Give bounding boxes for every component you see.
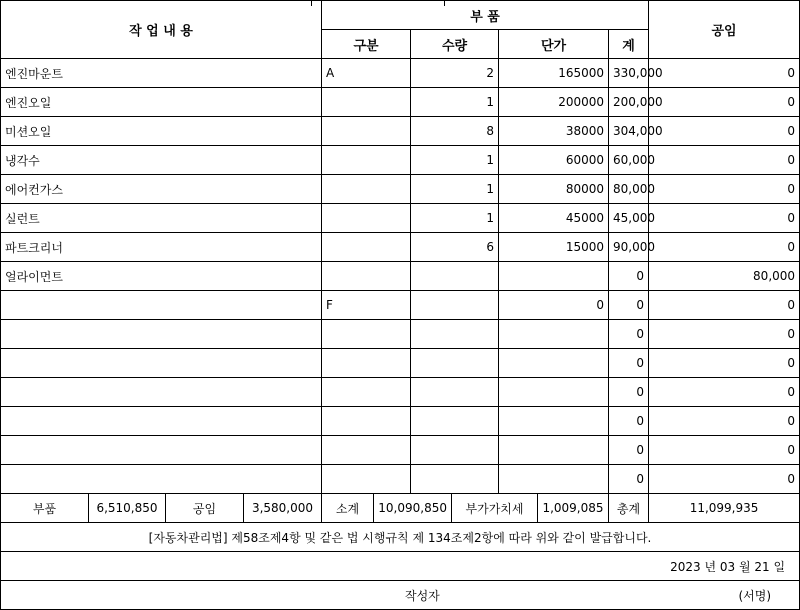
table-row bbox=[1, 146, 800, 175]
summary-row bbox=[1, 494, 800, 523]
item-unit-price-cell: 200000 bbox=[499, 88, 609, 117]
item-unit-price-cell bbox=[499, 465, 609, 494]
summary-vat-label: 부가가치세 bbox=[452, 494, 538, 523]
item-total-cell: 0 bbox=[609, 436, 649, 465]
item-labor-cell: 0 bbox=[649, 320, 800, 349]
item-labor-cell: 0 bbox=[649, 436, 800, 465]
item-labor-cell: 0 bbox=[649, 291, 800, 320]
item-type-cell bbox=[322, 233, 411, 262]
item-qty-cell: 1 bbox=[411, 175, 499, 204]
item-type-cell bbox=[322, 117, 411, 146]
table-row bbox=[1, 378, 800, 407]
item-unit-price-cell bbox=[499, 407, 609, 436]
item-qty-cell: 2 bbox=[411, 59, 499, 88]
item-name-cell: 엔진마운트 bbox=[1, 59, 322, 88]
item-name-cell: 냉각수 bbox=[1, 146, 322, 175]
item-type-cell bbox=[322, 262, 411, 291]
item-total-cell: 60,000 bbox=[609, 146, 649, 175]
summary-subtotal-label: 소계 bbox=[322, 494, 374, 523]
table-row bbox=[1, 291, 800, 320]
type-header: 구분 bbox=[322, 30, 411, 59]
item-total-cell: 200,000 bbox=[609, 88, 649, 117]
summary-parts-value: 6,510,850 bbox=[89, 494, 166, 523]
item-labor-cell: 0 bbox=[649, 117, 800, 146]
item-type-cell bbox=[322, 146, 411, 175]
item-name-cell: 얼라이먼트 bbox=[1, 262, 322, 291]
item-unit-price-cell: 80000 bbox=[499, 175, 609, 204]
item-total-cell: 0 bbox=[609, 262, 649, 291]
signature-line bbox=[5, 581, 795, 609]
legal-note-row bbox=[1, 523, 800, 552]
item-type-cell bbox=[322, 378, 411, 407]
labor-header: 공임 bbox=[649, 1, 800, 59]
item-name-cell bbox=[1, 436, 322, 465]
table-row bbox=[1, 233, 800, 262]
item-name-cell bbox=[1, 291, 322, 320]
legal-note: [자동차관리법] 제58조제4항 및 같은 법 시행규칙 제 134조제2항에 따라 위와 같이 발급합니다. bbox=[1, 523, 800, 552]
signature-row bbox=[1, 581, 800, 610]
item-total-cell: 0 bbox=[609, 320, 649, 349]
qty-header: 수량 bbox=[411, 30, 499, 59]
item-type-cell bbox=[322, 204, 411, 233]
issue-date: 2023 년 03 월 21 일 bbox=[1, 552, 800, 581]
summary-grand-label: 총계 bbox=[609, 494, 649, 523]
item-qty-cell bbox=[411, 291, 499, 320]
item-type-cell: A bbox=[322, 59, 411, 88]
parts-header: 부 품 bbox=[322, 1, 649, 30]
item-type-cell: F bbox=[322, 291, 411, 320]
table-row bbox=[1, 262, 800, 291]
summary-labor-value: 3,580,000 bbox=[244, 494, 322, 523]
item-qty-cell bbox=[411, 465, 499, 494]
table-row bbox=[1, 465, 800, 494]
item-labor-cell: 0 bbox=[649, 88, 800, 117]
work-desc-header: 작 업 내 용 bbox=[1, 1, 322, 59]
item-qty-cell: 8 bbox=[411, 117, 499, 146]
item-name-cell bbox=[1, 407, 322, 436]
table-row bbox=[1, 117, 800, 146]
item-labor-cell: 0 bbox=[649, 407, 800, 436]
item-labor-cell: 0 bbox=[649, 204, 800, 233]
item-qty-cell: 6 bbox=[411, 233, 499, 262]
item-qty-cell bbox=[411, 407, 499, 436]
item-name-cell: 실런트 bbox=[1, 204, 322, 233]
item-unit-price-cell: 38000 bbox=[499, 117, 609, 146]
item-name-cell: 에어컨가스 bbox=[1, 175, 322, 204]
item-total-cell: 80,000 bbox=[609, 175, 649, 204]
item-total-cell: 0 bbox=[609, 291, 649, 320]
item-qty-cell bbox=[411, 262, 499, 291]
item-labor-cell: 0 bbox=[649, 146, 800, 175]
item-total-cell: 0 bbox=[609, 407, 649, 436]
item-labor-cell: 0 bbox=[649, 465, 800, 494]
item-name-cell: 미션오일 bbox=[1, 117, 322, 146]
item-labor-cell: 80,000 bbox=[649, 262, 800, 291]
item-total-cell: 90,000 bbox=[609, 233, 649, 262]
header-row-top bbox=[1, 1, 800, 30]
item-qty-cell: 1 bbox=[411, 88, 499, 117]
signature-cell bbox=[1, 581, 800, 610]
item-qty-cell bbox=[411, 320, 499, 349]
item-total-cell: 0 bbox=[609, 349, 649, 378]
item-type-cell bbox=[322, 407, 411, 436]
work-table-body bbox=[1, 1, 800, 610]
table-row bbox=[1, 88, 800, 117]
table-row bbox=[1, 407, 800, 436]
table-row bbox=[1, 349, 800, 378]
table-row bbox=[1, 320, 800, 349]
item-labor-cell: 0 bbox=[649, 349, 800, 378]
item-qty-cell: 1 bbox=[411, 204, 499, 233]
item-name-cell bbox=[1, 465, 322, 494]
summary-vat-value: 1,009,085 bbox=[538, 494, 609, 523]
item-name-cell: 파트크리너 bbox=[1, 233, 322, 262]
item-name-cell bbox=[1, 378, 322, 407]
item-type-cell bbox=[322, 465, 411, 494]
item-unit-price-cell bbox=[499, 378, 609, 407]
issue-date-row bbox=[1, 552, 800, 581]
item-name-cell bbox=[1, 349, 322, 378]
item-qty-cell bbox=[411, 436, 499, 465]
item-unit-price-cell: 165000 bbox=[499, 59, 609, 88]
table-row bbox=[1, 59, 800, 88]
summary-grand-value: 11,099,935 bbox=[649, 494, 800, 523]
item-total-cell: 0 bbox=[609, 465, 649, 494]
item-type-cell bbox=[322, 175, 411, 204]
summary-labor-label: 공임 bbox=[166, 494, 244, 523]
summary-parts-label: 부품 bbox=[1, 494, 89, 523]
item-labor-cell: 0 bbox=[649, 378, 800, 407]
summary-subtotal-value: 10,090,850 bbox=[374, 494, 452, 523]
item-qty-cell: 1 bbox=[411, 146, 499, 175]
item-total-cell: 304,000 bbox=[609, 117, 649, 146]
item-unit-price-cell: 0 bbox=[499, 291, 609, 320]
item-name-cell: 엔진오일 bbox=[1, 88, 322, 117]
item-type-cell bbox=[322, 320, 411, 349]
item-unit-price-cell: 60000 bbox=[499, 146, 609, 175]
unit-price-header: 단가 bbox=[499, 30, 609, 59]
item-type-cell bbox=[322, 88, 411, 117]
item-type-cell bbox=[322, 349, 411, 378]
item-unit-price-cell bbox=[499, 436, 609, 465]
table-row bbox=[1, 175, 800, 204]
item-total-cell: 330,000 bbox=[609, 59, 649, 88]
table-row bbox=[1, 204, 800, 233]
item-unit-price-cell bbox=[499, 320, 609, 349]
item-labor-cell: 0 bbox=[649, 175, 800, 204]
item-unit-price-cell bbox=[499, 262, 609, 291]
item-labor-cell: 0 bbox=[649, 59, 800, 88]
table-row bbox=[1, 436, 800, 465]
item-qty-cell bbox=[411, 349, 499, 378]
item-total-cell: 45,000 bbox=[609, 204, 649, 233]
signature-label: (서명) bbox=[738, 589, 772, 603]
author-label: 작성자 bbox=[405, 589, 440, 603]
item-unit-price-cell: 45000 bbox=[499, 204, 609, 233]
item-unit-price-cell: 15000 bbox=[499, 233, 609, 262]
item-labor-cell: 0 bbox=[649, 233, 800, 262]
item-total-cell: 0 bbox=[609, 378, 649, 407]
item-qty-cell bbox=[411, 378, 499, 407]
item-name-cell bbox=[1, 320, 322, 349]
total-header: 계 bbox=[609, 30, 649, 59]
item-type-cell bbox=[322, 436, 411, 465]
item-unit-price-cell bbox=[499, 349, 609, 378]
